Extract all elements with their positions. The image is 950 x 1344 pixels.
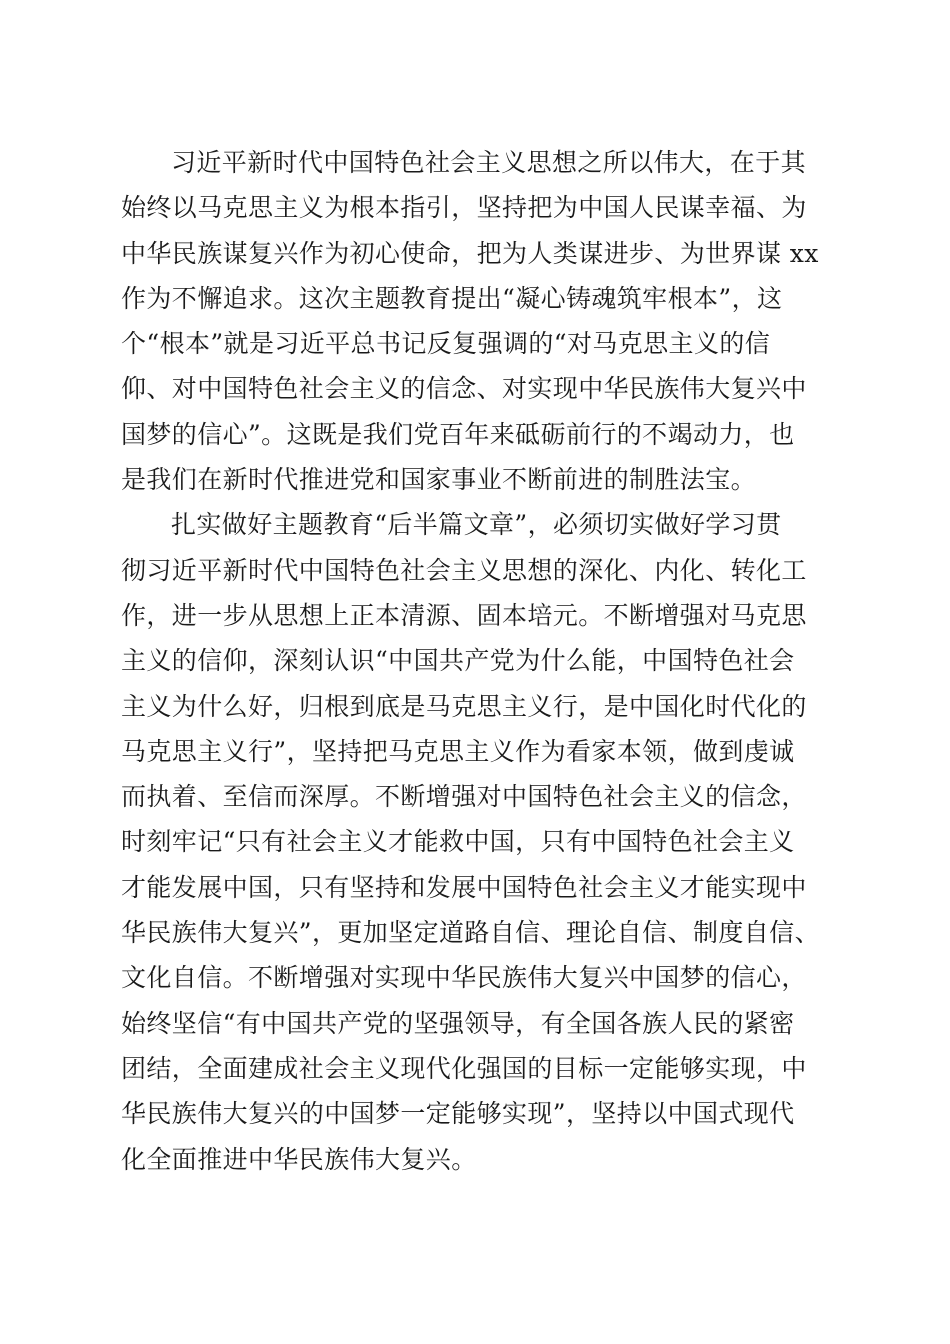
paragraph-line: 作为不懈追求。这次主题教育提出“凝心铸魂筑牢根本”，这 (121, 283, 783, 313)
paragraph-line: 习近平新时代中国特色社会主义思想之所以伟大，在于其 (171, 148, 807, 177)
paragraph-line: 化全面推进中华民族伟大复兴。 (121, 1144, 477, 1174)
paragraph-line: 马克思主义行”，坚持把马克思主义作为看家本领，做到虔诚 (121, 736, 795, 766)
paragraph-line: 国梦的信心”。这既是我们党百年来砥砺前行的不竭动力，也 (121, 419, 795, 449)
paragraph-line: 主义的信仰，深刻认识“中国共产党为什么能，中国特色社会 (121, 646, 795, 676)
paragraph-line: 作，进一步从思想上正本清源、固本培元。不断增强对马克思 (121, 600, 807, 630)
paragraph-line: 华民族伟大复兴”，更加坚定道路自信、理论自信、制度自信、 (121, 918, 820, 948)
paragraph-line: 个“根本”就是习近平总书记反复强调的“对马克思主义的信 (121, 329, 771, 359)
paragraph-line: 彻习近平新时代中国特色社会主义思想的深化、内化、转化工 (121, 555, 807, 585)
paragraph-line: 始终以马克思主义为根本指引，坚持把为中国人民谋幸福、为 (121, 193, 807, 223)
paragraph-line: 而执着、至信而深厚。不断增强对中国特色社会主义的信念， (121, 782, 807, 812)
paragraph-1 (121, 140, 841, 502)
paragraph-line: 中华民族谋复兴作为初心使命，把为人类谋进步、为世界谋 xx (121, 238, 819, 268)
paragraph-line: 主义为什么好，归根到底是马克思主义行，是中国化时代化的 (121, 691, 807, 721)
paragraph-line: 团结，全面建成社会主义现代化强国的目标一定能够实现，中 (121, 1053, 807, 1083)
paragraph-line: 时刻牢记“只有社会主义才能救中国，只有中国特色社会主义 (121, 827, 795, 857)
paragraph-line: 仰、对中国特色社会主义的信念、对实现中华民族伟大复兴中 (121, 374, 807, 404)
paragraph-line: 华民族伟大复兴的中国梦一定能够实现”，坚持以中国式现代 (121, 1099, 795, 1129)
paragraph-line: 文化自信。不断增强对实现中华民族伟大复兴中国梦的信心， (121, 963, 807, 993)
paragraph-2 (121, 502, 841, 1181)
paragraph-line: 是我们在新时代推进党和国家事业不断前进的制胜法宝。 (121, 465, 757, 495)
paragraph-line: 才能发展中国，只有坚持和发展中国特色社会主义才能实现中 (121, 872, 807, 902)
document-body (121, 140, 841, 1182)
paragraph-line: 扎实做好主题教育“后半篇文章”，必须切实做好学习贯 (171, 510, 782, 540)
paragraph-line: 始终坚信“有中国共产党的坚强领导，有全国各族人民的紧密 (121, 1008, 795, 1038)
